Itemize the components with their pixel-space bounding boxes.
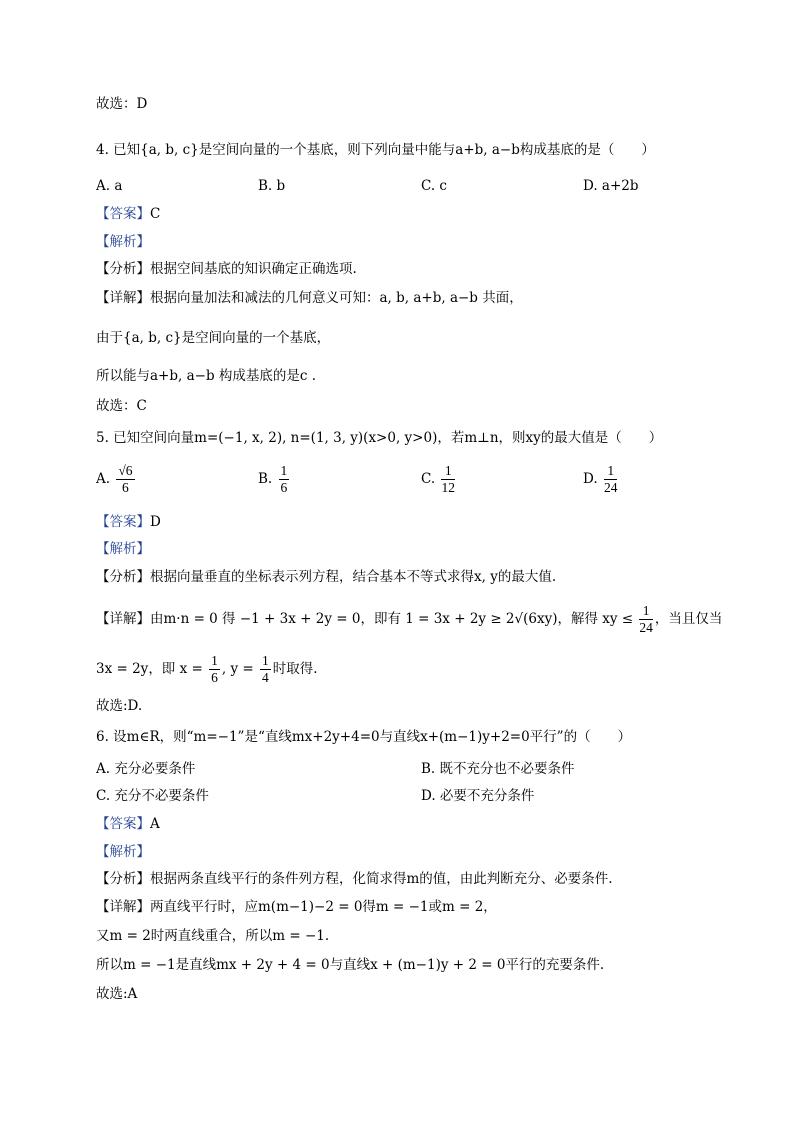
q4-line2: 由于{a, b, c}是空间向量的一个基底， bbox=[96, 330, 331, 346]
denominator: 4 bbox=[261, 670, 269, 685]
q4-option-b: B. b bbox=[258, 178, 286, 194]
numerator: 1 bbox=[211, 653, 218, 668]
option-label: A. bbox=[96, 471, 111, 487]
q5-option-d bbox=[583, 463, 619, 496]
q4-analysis-tag bbox=[96, 232, 150, 252]
text: 3x = 2y，即 x = bbox=[96, 661, 203, 677]
q5-analysis-tag bbox=[96, 539, 150, 559]
answer-tag: 【答案】 bbox=[96, 816, 150, 832]
fraction bbox=[441, 463, 455, 496]
numerator: 1 bbox=[280, 463, 288, 478]
denominator: 12 bbox=[441, 480, 455, 495]
option-label: B. bbox=[258, 471, 273, 487]
q4-line3: 所以能与a+b, a−b 构成基底的是c . bbox=[96, 368, 317, 384]
q5-option-b bbox=[258, 463, 291, 496]
q3-conclusion: 故选：D bbox=[96, 96, 148, 112]
answer-value: A bbox=[150, 816, 160, 832]
q6-option-b: B. 既不充分也不必要条件 bbox=[421, 761, 575, 777]
q6-analysis-tag bbox=[96, 842, 150, 862]
xiangjie-text-a: 由m·n = 0 得 −1 + 3x + 2y = 0，即有 1 = 3x + 2y ≥ 2√(6xy)，解得 xy ≤ bbox=[150, 611, 634, 627]
fenxi-tag: 【分析】 bbox=[96, 569, 150, 585]
option-label: C. bbox=[421, 471, 436, 487]
numerator: 1 bbox=[604, 463, 618, 480]
denominator: 6 bbox=[280, 480, 288, 495]
numerator: 1 bbox=[261, 653, 269, 668]
denominator: 6 bbox=[211, 670, 218, 685]
q6-option-d: D. 必要不充分条件 bbox=[421, 788, 535, 804]
analysis-tag: 【解析】 bbox=[96, 234, 150, 250]
q5-fenxi bbox=[96, 567, 556, 587]
fraction bbox=[209, 653, 220, 686]
option-label: D. bbox=[583, 471, 598, 487]
q4-option-c: C. c bbox=[421, 178, 447, 194]
q4-option-d: D. a+2b bbox=[583, 178, 639, 194]
answer-value: C bbox=[150, 206, 161, 222]
xiangjie-tag: 【详解】 bbox=[96, 290, 150, 306]
denominator: 24 bbox=[603, 480, 618, 495]
q5-xiangjie bbox=[96, 603, 722, 636]
q5-option-a bbox=[96, 463, 137, 496]
q4-xiangjie bbox=[96, 288, 523, 308]
numerator: 1 bbox=[639, 603, 653, 620]
numerator: 1 bbox=[441, 463, 455, 480]
analysis-tag: 【解析】 bbox=[96, 844, 150, 860]
analysis-tag: 【解析】 bbox=[96, 541, 150, 557]
xiangjie-text-b: ，当且仅当 bbox=[654, 611, 723, 627]
q4-conclusion: 故选：C bbox=[96, 398, 147, 414]
xiangjie-tag: 【详解】 bbox=[96, 611, 150, 627]
xiangjie-text: 两直线平行时，应m(m−1)−2 = 0得m = −1或m = 2， bbox=[150, 899, 497, 915]
fenxi-text: 根据向量垂直的坐标表示列方程，结合基本不等式求得x, y的最大值. bbox=[150, 569, 557, 585]
numerator: √6 bbox=[118, 463, 133, 478]
xiangjie-text: 根据向量加法和减法的几何意义可知：a, b, a+b, a−b 共面， bbox=[150, 290, 523, 306]
q4-stem: 4. 已知{a, b, c}是空间向量的一个基底，则下列向量中能与a+b, a−b构成基底的是（ ） bbox=[96, 142, 655, 158]
q6-option-c: C. 充分不必要条件 bbox=[96, 788, 209, 804]
q6-answer bbox=[96, 814, 160, 834]
q5-option-c bbox=[421, 463, 457, 496]
fenxi-text: 根据空间基底的知识确定正确选项. bbox=[150, 261, 357, 277]
q6-stem: 6. 设m∈R，则“m=−1”是“直线mx+2y+4=0与直线x+(m−1)y+2=0平行”的（ ） bbox=[96, 729, 632, 745]
q6-conclusion: 故选:A bbox=[96, 986, 138, 1002]
q5-conclusion: 故选:D. bbox=[96, 698, 143, 714]
text: , y = bbox=[221, 661, 254, 677]
q4-option-a: A. a bbox=[96, 178, 123, 194]
answer-tag: 【答案】 bbox=[96, 514, 150, 530]
denominator: 24 bbox=[639, 620, 653, 635]
q6-fenxi bbox=[96, 869, 613, 889]
fenxi-tag: 【分析】 bbox=[96, 871, 150, 887]
q6-line2: 又m = 2时两直线重合，所以m = −1. bbox=[96, 928, 330, 944]
q6-xiangjie bbox=[96, 897, 497, 917]
q6-option-a: A. 充分必要条件 bbox=[96, 761, 196, 777]
answer-tag: 【答案】 bbox=[96, 206, 150, 222]
denominator: 6 bbox=[122, 480, 129, 495]
xiangjie-tag: 【详解】 bbox=[96, 899, 150, 915]
q6-line3: 所以m = −1是直线mx + 2y + 4 = 0与直线x + (m−1)y + 2 = 0平行的充要条件. bbox=[96, 957, 605, 973]
fraction bbox=[116, 463, 134, 496]
fraction bbox=[260, 653, 271, 686]
text: 时取得. bbox=[272, 661, 318, 677]
fraction bbox=[604, 463, 618, 496]
q5-line2 bbox=[96, 653, 318, 686]
q5-stem: 5. 已知空间向量m=(−1, x, 2), n=(1, 3, y)(x>0, y>0)，若m⊥n，则xy的最大值是（ ） bbox=[96, 430, 663, 446]
fraction bbox=[639, 603, 653, 636]
q4-fenxi bbox=[96, 259, 357, 279]
q4-answer bbox=[96, 204, 160, 224]
answer-value: D bbox=[150, 514, 161, 530]
fraction bbox=[279, 463, 290, 496]
q5-answer bbox=[96, 512, 161, 532]
fenxi-text: 根据两条直线平行的条件列方程，化简求得m的值，由此判断充分、必要条件. bbox=[150, 871, 613, 887]
fenxi-tag: 【分析】 bbox=[96, 261, 150, 277]
